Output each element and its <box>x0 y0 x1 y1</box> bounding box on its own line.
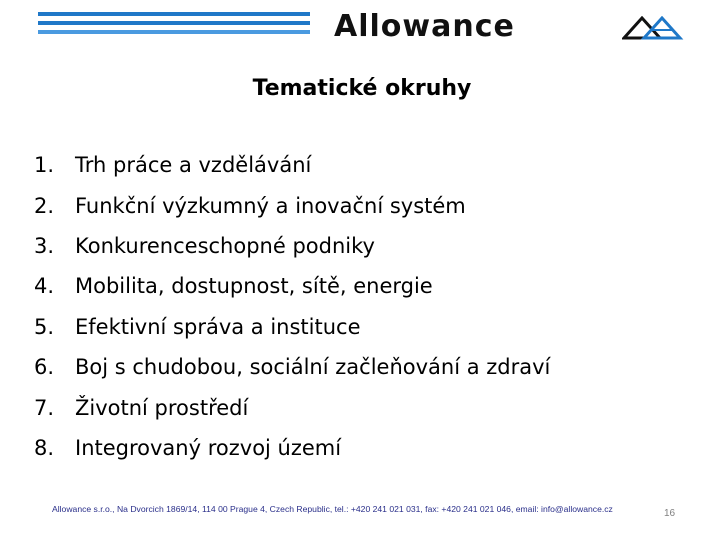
list-item <box>34 387 550 427</box>
page-number: 16 <box>664 508 676 519</box>
slide-title <box>0 74 720 104</box>
list-item-number: 7. <box>34 395 55 420</box>
list-item-text: Konkurenceschopné podniky <box>75 233 375 258</box>
list-item <box>34 266 550 306</box>
footer-contact: Allowance s.r.o., Na Dvorcich 1869/14, 114 00 Prague 4, Czech Republic, tel.: +420 241 021 031, fax: +420 241 021 046, email: info@allowance.cz <box>52 504 613 514</box>
list-item <box>34 185 550 225</box>
list-item <box>34 428 550 468</box>
allowance-logo <box>334 10 684 44</box>
header-stripe <box>38 30 310 34</box>
header-stripe <box>38 21 310 25</box>
list-item <box>34 347 550 387</box>
list-item <box>34 226 550 266</box>
list-item-number: 2. <box>34 193 55 218</box>
list-item-text: Mobilita, dostupnost, sítě, energie <box>75 274 433 299</box>
header-stripes <box>38 12 310 38</box>
list-item-number: 6. <box>34 355 55 380</box>
list-item-text: Funkční výzkumný a inovační systém <box>75 193 466 218</box>
topic-list <box>34 145 550 468</box>
list-item-text: Životní prostředí <box>75 395 249 420</box>
logo-wordmark: Allowance <box>334 9 515 44</box>
list-item-number: 8. <box>34 435 55 460</box>
list-item-number: 3. <box>34 233 55 258</box>
logo-triangle-icon <box>622 16 684 40</box>
list-item-number: 5. <box>34 314 55 339</box>
list-item-text: Boj s chudobou, sociální začleňování a zdraví <box>75 355 551 380</box>
list-item <box>34 307 550 347</box>
list-item-number: 4. <box>34 274 55 299</box>
list-item-text: Efektivní správa a instituce <box>75 314 361 339</box>
list-item-text: Trh práce a vzdělávání <box>75 153 312 178</box>
list-item-text: Integrovaný rozvoj území <box>75 435 342 460</box>
list-item-number: 1. <box>34 153 55 178</box>
slide-title-text: Tematické okruhy <box>252 76 472 101</box>
list-item <box>34 145 550 185</box>
header-stripe <box>38 12 310 16</box>
